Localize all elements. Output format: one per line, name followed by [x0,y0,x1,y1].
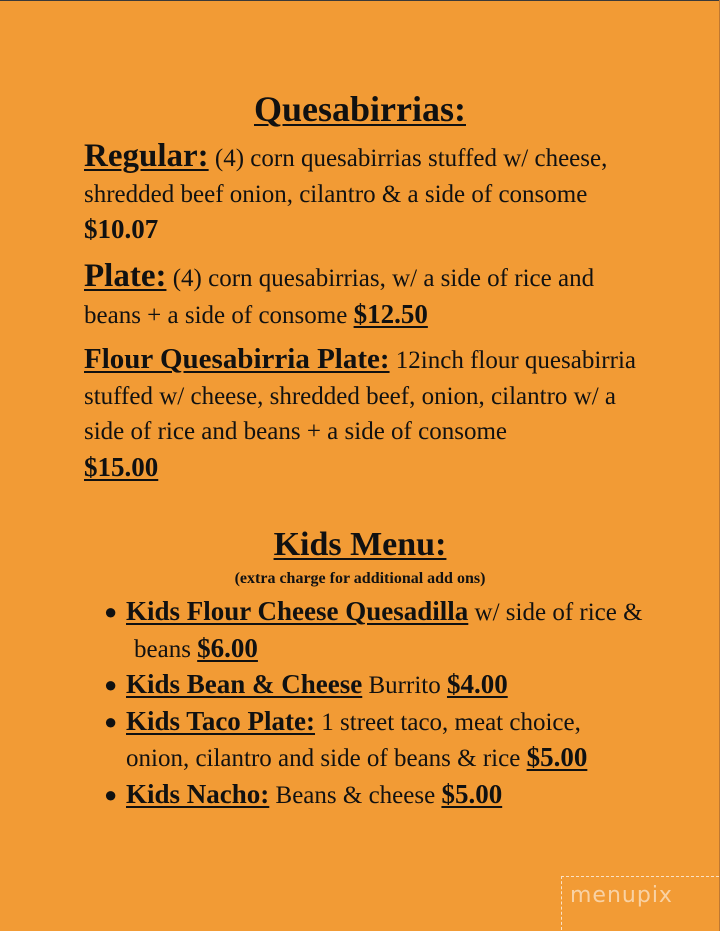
list-item [104,594,644,667]
flour-plate-item [84,342,644,486]
kids-menu-list [104,594,644,813]
flour-plate-description: 12inch flour quesabirria stuffed w/ cheese, shredded beef, onion, cilantro w/ a side of rice and beans + a side of consome [84,347,636,445]
list-item [104,704,644,777]
bullet-icon: ● [104,708,118,734]
kids-item-title: Kids Taco Plate: [126,705,316,736]
kids-item-description: Beans & cheese [269,781,442,809]
bullet-icon: ● [104,781,118,807]
top-border [0,0,720,1]
plate-title: Plate: [84,258,167,294]
kids-menu-note: (extra charge for additional add ons) [234,570,486,587]
quesabirrias-heading: Quesabirrias: [254,89,466,129]
list-item [104,667,644,704]
watermark-logo: menupix [570,883,673,908]
kids-item-title: Kids Nacho: [126,778,270,809]
kids-item-title: Kids Flour Cheese Quesadilla [126,596,469,626]
kids-item-price: $6.00 [197,632,258,663]
kids-item-price: $5.00 [441,778,503,809]
kids-item-price: $5.00 [526,742,588,772]
plate-price: $12.50 [353,298,428,329]
kids-item-description: w/ side of rice & beans [134,599,643,663]
regular-description: (4) corn quesabirrias stuffed w/ cheese, shredded beef onion, cilantro & a side of consome [84,145,608,208]
bullet-icon: ● [104,672,118,697]
menupix-watermark [561,876,719,930]
kids-item-price: $4.00 [446,669,508,699]
regular-item [84,139,644,249]
kids-item-description: 1 street taco, meat choice, onion, cilantro and side of beans & rice [126,708,581,772]
kids-item-title: Kids Bean & Cheese [126,669,363,699]
flour-plate-price: $15.00 [84,451,159,482]
kids-menu-heading: Kids Menu: [273,526,447,563]
list-item [104,777,644,814]
bullet-icon: ● [104,599,118,624]
regular-price: $10.07 [84,214,159,244]
kids-item-description: Burrito [362,672,447,699]
plate-item [84,259,644,333]
flour-plate-title: Flour Quesabirria Plate: [84,343,390,375]
plate-description: (4) corn quesabirrias, w/ a side of rice and beans + a side of consome [84,265,595,329]
regular-title: Regular: [84,138,209,174]
